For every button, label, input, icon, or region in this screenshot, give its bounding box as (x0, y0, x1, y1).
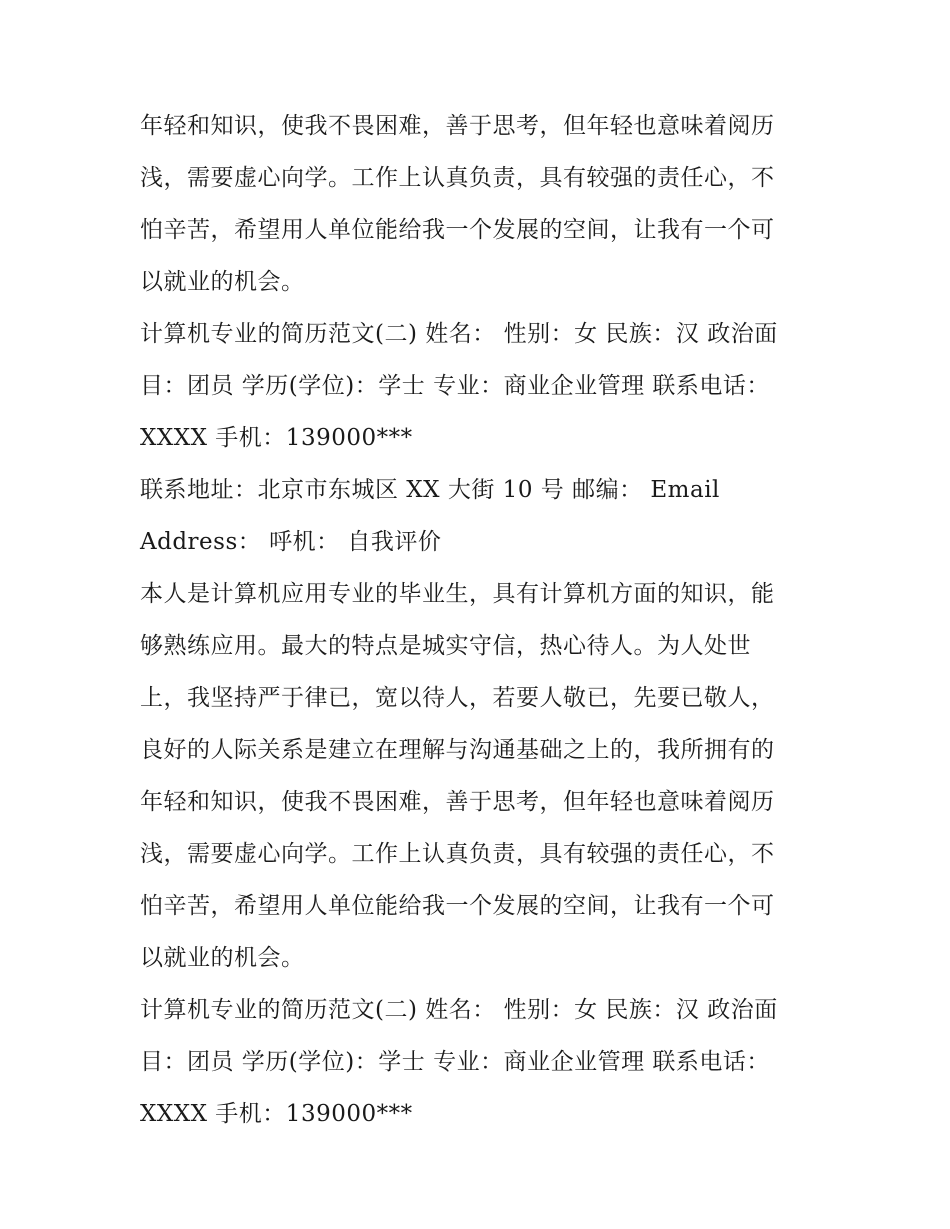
text-line: 良好的人际关系是建立在理解与沟通基础之上的，我所拥有的 (140, 737, 775, 763)
text-line: 以就业的机会。 (140, 269, 305, 295)
text-line: XXXX 手机：139000*** (140, 425, 413, 451)
text-line: 计算机专业的简历范文(二) 姓名： 性别：女 民族：汉 政治面 (140, 997, 778, 1023)
text-line: 怕辛苦，希望用人单位能给我一个发展的空间，让我有一个可 (140, 893, 775, 919)
text-line: 目：团员 学历(学位)：学士 专业：商业企业管理 联系电话： (140, 1049, 770, 1075)
text-line: 浅，需要虚心向学。工作上认真负责，具有较强的责任心，不 (140, 165, 775, 191)
text-line: 怕辛苦，希望用人单位能给我一个发展的空间，让我有一个可 (140, 217, 775, 243)
text-line: 本人是计算机应用专业的毕业生，具有计算机方面的知识，能 (140, 581, 775, 607)
text-line: 联系地址：北京市东城区 XX 大街 10 号 邮编： Email (140, 477, 720, 503)
text-line: 年轻和知识，使我不畏困难，善于思考，但年轻也意味着阅历 (140, 789, 775, 815)
document-body (140, 100, 820, 1140)
text-line: 年轻和知识，使我不畏困难，善于思考，但年轻也意味着阅历 (140, 113, 775, 139)
text-line: 够熟练应用。最大的特点是城实守信，热心待人。为人处世 (140, 633, 751, 659)
text-line: 以就业的机会。 (140, 945, 305, 971)
text-line: 目：团员 学历(学位)：学士 专业：商业企业管理 联系电话： (140, 373, 770, 399)
text-line: XXXX 手机：139000*** (140, 1101, 413, 1127)
text-line: 计算机专业的简历范文(二) 姓名： 性别：女 民族：汉 政治面 (140, 321, 778, 347)
text-line: Address： 呼机： 自我评价 (140, 529, 442, 555)
text-line: 上，我坚持严于律已，宽以待人，若要人敬已，先要已敬人， (140, 685, 775, 711)
text-line: 浅，需要虚心向学。工作上认真负责，具有较强的责任心，不 (140, 841, 775, 867)
